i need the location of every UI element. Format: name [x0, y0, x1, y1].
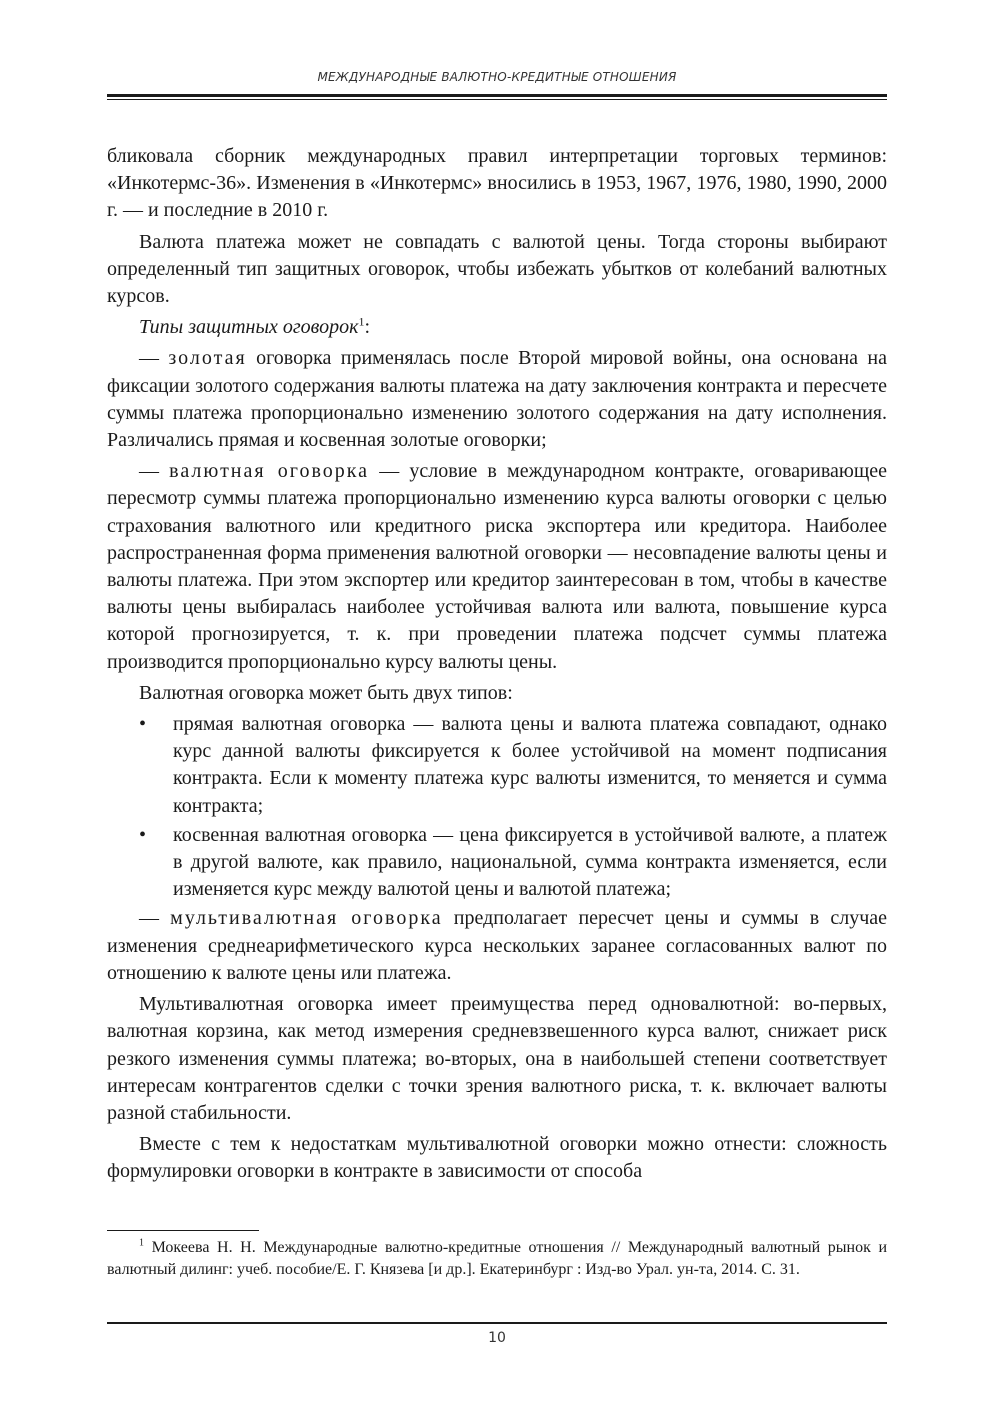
types-heading-text: Типы защитных оговорок	[139, 316, 359, 339]
multi-dash: —	[139, 907, 171, 930]
gold-term: золотая	[168, 347, 247, 370]
gold-dash: —	[139, 347, 169, 370]
multi-term: мультивалютная оговорка	[170, 907, 443, 930]
currency-dash: —	[139, 460, 170, 483]
main-text	[107, 143, 887, 1190]
multi-text: предполагает пересчет цены и суммы в случае изменения среднеарифметического курса нескольких заранее согласованных валют по отношению к валюте цены или платежа.	[107, 907, 888, 984]
footnote-mark: 1	[139, 1237, 144, 1249]
footnote-text: Мокеева Н. Н. Международные валютно-кредитные отношения // Международный валютный рынок и валютный дилинг: учеб. пособие/Е. Г. Князева [и др.]. Екатеринбург : Изд-во Урал. ун-та, 2014. С. 31.	[107, 1239, 887, 1278]
currency-text: — условие в международном контракте, оговаривающее пересмотр суммы платежа пропорционально изменению курса валюты оговорки с целью страхования валютного или кредитного риска экспортера или кредитора. Наиболее распространенная форма применения валютной оговорки — несовпадение валюты цены и валюты платежа. При этом экспортер или кредитор заинтересован в том, чтобы в качестве валюты цены выбиралась наиболее устойчивая валюта или валюта, повышение курса которой прогнозируется, т. к. при проведении платежа подсчет суммы платежа производится пропорционально курсу валюты цены.	[107, 460, 888, 673]
footnote-reference[interactable]: 1	[358, 314, 365, 329]
footnote-divider	[107, 1230, 259, 1231]
paragraph-payment-currency: Валюта платежа может не совпадать с валютой цены. Тогда стороны выбирают определенный тип защитных оговорок, чтобы избежать убытков от колебаний валютных курсов.	[107, 230, 887, 308]
paragraph-currency-clause	[107, 458, 887, 676]
footnote	[107, 1237, 887, 1281]
list-item-text: косвенная валютная оговорка — цена фиксируется в устойчивой валюте, а платеж в другой валюте, как правило, национальной, сумма контракта изменяется, если изменяется курс между валютой цены и валютой платежа;	[173, 823, 887, 901]
page-number: 10	[488, 1330, 506, 1346]
types-heading-colon: :	[364, 316, 371, 339]
running-title: МЕЖДУНАРОДНЫЕ ВАЛЮТНО-КРЕДИТНЫЕ ОТНОШЕНИЯ	[317, 70, 677, 84]
paragraph-gold-clause	[107, 345, 887, 454]
list-item-text: прямая валютная оговорка — валюта цены и валюта платежа совпадают, однако курс данной валюты фиксируется к более устойчивой на момент подписания контракта. Если к моменту платежа курс валюты изменится, то меняется и сумма контракта;	[173, 713, 887, 817]
paragraph-two-types: Валютная оговорка может быть двух типов:	[139, 681, 513, 704]
bullet-icon: •	[139, 713, 147, 736]
paragraph-advantages: Мультивалютная оговорка имеет преимущества перед одновалютной: во-первых, валютная корзина, как метод измерения средневзвешенного курса валют, снижает риск резкого изменения суммы платежа; во-вторых, она в наибольшей степени соответствует интересам контрагентов сделки с точки зрения валютного риска, т. к. включает валюты разной стабильности.	[107, 993, 887, 1124]
paragraph-disadvantages: Вместе с тем к недостаткам мультивалютной оговорки можно отнести: сложность формулировки оговорки в контракте в зависимости от способа	[107, 1133, 887, 1183]
gold-text: оговорка применялась после Второй мировой войны, она основана на фиксации золотого содержания валюты платежа на дату заключения контракта и пересчете суммы платежа пропорционально изменению золотого содержания на дату исполнения. Различались прямая и косвенная золотые оговорки;	[107, 347, 887, 452]
list-item	[107, 822, 887, 904]
types-heading	[107, 314, 887, 341]
header-rule-thin	[107, 99, 887, 100]
bullet-icon: •	[139, 823, 147, 846]
footer-rule	[107, 1322, 887, 1324]
list-item	[107, 711, 887, 820]
header-rule-thick	[107, 94, 887, 97]
currency-term: валютная оговорка	[169, 460, 370, 483]
paragraph-multicurrency-clause	[107, 905, 887, 987]
paragraph-incoterms: бликовала сборник международных правил интерпретации торговых терминов: «Инкотермс-36». Изменения в «Инкотермс» вносились в 1953, 1967, 1976, 1980, 1990, 2000 г. — и последние в 2010 г.	[107, 145, 887, 222]
